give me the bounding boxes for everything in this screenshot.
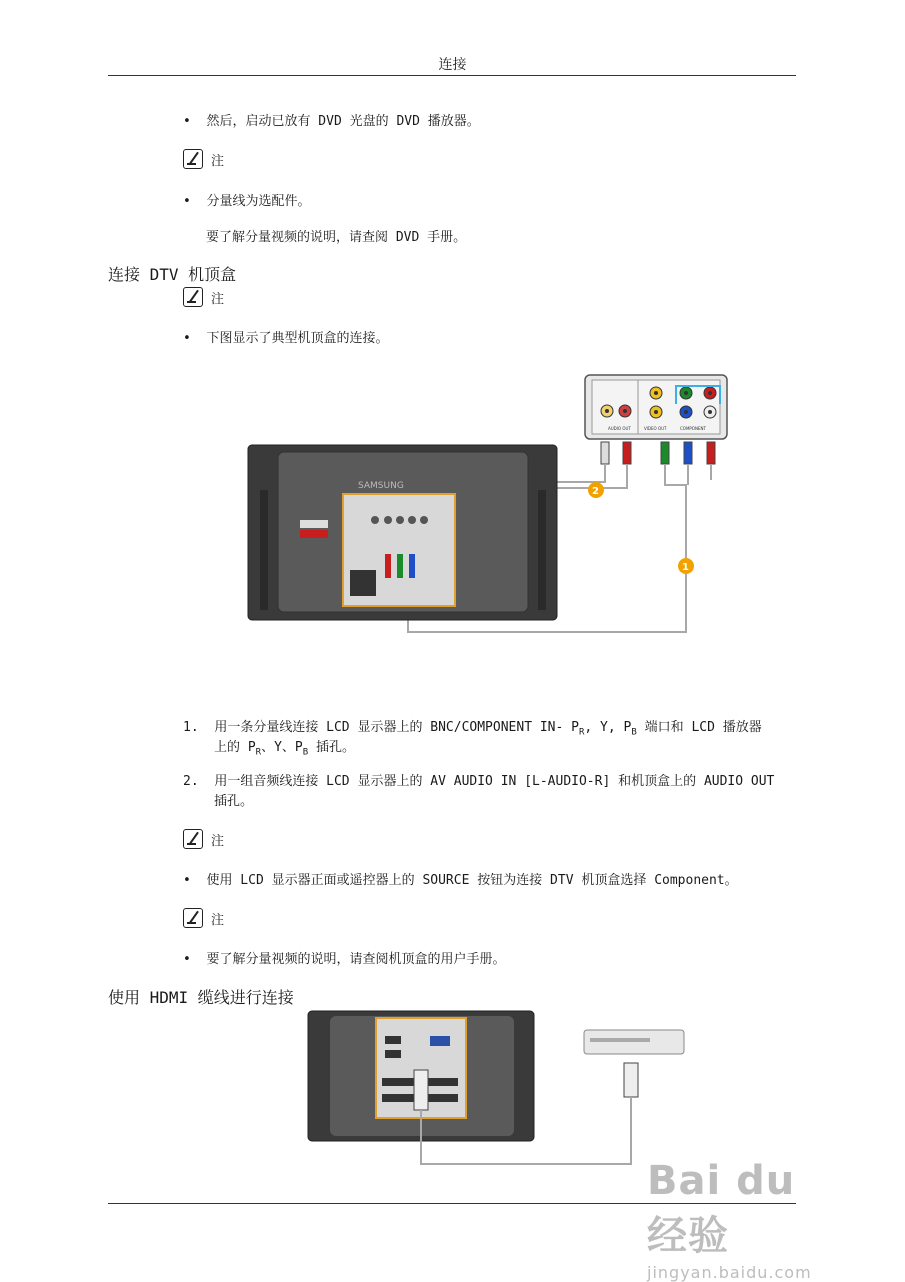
bullet-source-button: • 使用 LCD 显示器正面或遥控器上的 SOURCE 按钮为连接 DTV 机顶盒选择 Component。 bbox=[183, 873, 738, 888]
step-2: 2. 用一组音频线连接 LCD 显示器上的 AV AUDIO IN [L-AUDIO-R] 和机顶盒上的 AUDIO OUT bbox=[183, 774, 775, 789]
box-label-component: COMPONENT bbox=[680, 426, 706, 431]
dvd-player bbox=[584, 1030, 684, 1054]
bullet-dvd-start: • 然后，启动已放有 DVD 光盘的 DVD 播放器。 bbox=[183, 114, 480, 129]
box-label-video-out: VIDEO OUT bbox=[644, 426, 667, 431]
callout-1 bbox=[678, 558, 694, 574]
note-label: 注 bbox=[211, 153, 225, 169]
callout-2 bbox=[588, 482, 604, 498]
svg-text:1: 1 bbox=[682, 562, 689, 573]
box-label-audio-out: AUDIO OUT bbox=[608, 426, 631, 431]
note-pencil-icon bbox=[183, 829, 203, 849]
hdmi-plug bbox=[624, 1063, 638, 1097]
note-block-2 bbox=[183, 286, 224, 308]
note-pencil-icon bbox=[183, 149, 203, 169]
note-label: 注 bbox=[211, 291, 225, 307]
step-2-line2: 插孔。 bbox=[214, 794, 254, 809]
note-block-4 bbox=[183, 907, 224, 929]
note-block-1 bbox=[183, 148, 224, 170]
bullet-stb-manual: • 要了解分量视频的说明，请查阅机顶盒的用户手册。 bbox=[183, 952, 506, 967]
note-pencil-icon bbox=[183, 287, 203, 307]
section-title-dtv: 连接 DTV 机顶盒 bbox=[108, 265, 237, 284]
dvd-manual-text: 要了解分量视频的说明，请查阅 DVD 手册。 bbox=[206, 230, 467, 245]
note-label: 注 bbox=[211, 833, 225, 849]
note-block-3 bbox=[183, 828, 224, 850]
bullet-typical-connection: • 下图显示了典型机顶盒的连接。 bbox=[183, 331, 389, 346]
watermark-logo: Bai du 经验 jingyan.baidu.com bbox=[647, 1158, 812, 1282]
header-title: 连接 bbox=[438, 57, 467, 73]
header-rule bbox=[108, 75, 796, 76]
step-1-line2: 上的 $P_R$、Y、$P_B$ 插孔。 bbox=[214, 740, 355, 758]
set-top-box-panel bbox=[585, 375, 727, 439]
bullet-optional-cable: • 分量线为选配件。 bbox=[183, 194, 311, 209]
panel-brand: SAMSUNG bbox=[358, 481, 404, 491]
step-1: 1. 用一条分量线连接 LCD 显示器上的 BNC/COMPONENT IN- $P_R$, Y, $P_B$ 端口和 LCD 播放器 bbox=[183, 720, 762, 738]
svg-text:2: 2 bbox=[592, 486, 599, 497]
dtv-connection-diagram bbox=[240, 370, 740, 645]
note-pencil-icon bbox=[183, 908, 203, 928]
section-title-hdmi: 使用 HDMI 缆线进行连接 bbox=[108, 988, 294, 1007]
lcd-display-back bbox=[248, 445, 557, 620]
box-plugs bbox=[601, 442, 715, 464]
hdmi-connection-diagram bbox=[300, 1008, 690, 1173]
note-label: 注 bbox=[211, 912, 225, 928]
